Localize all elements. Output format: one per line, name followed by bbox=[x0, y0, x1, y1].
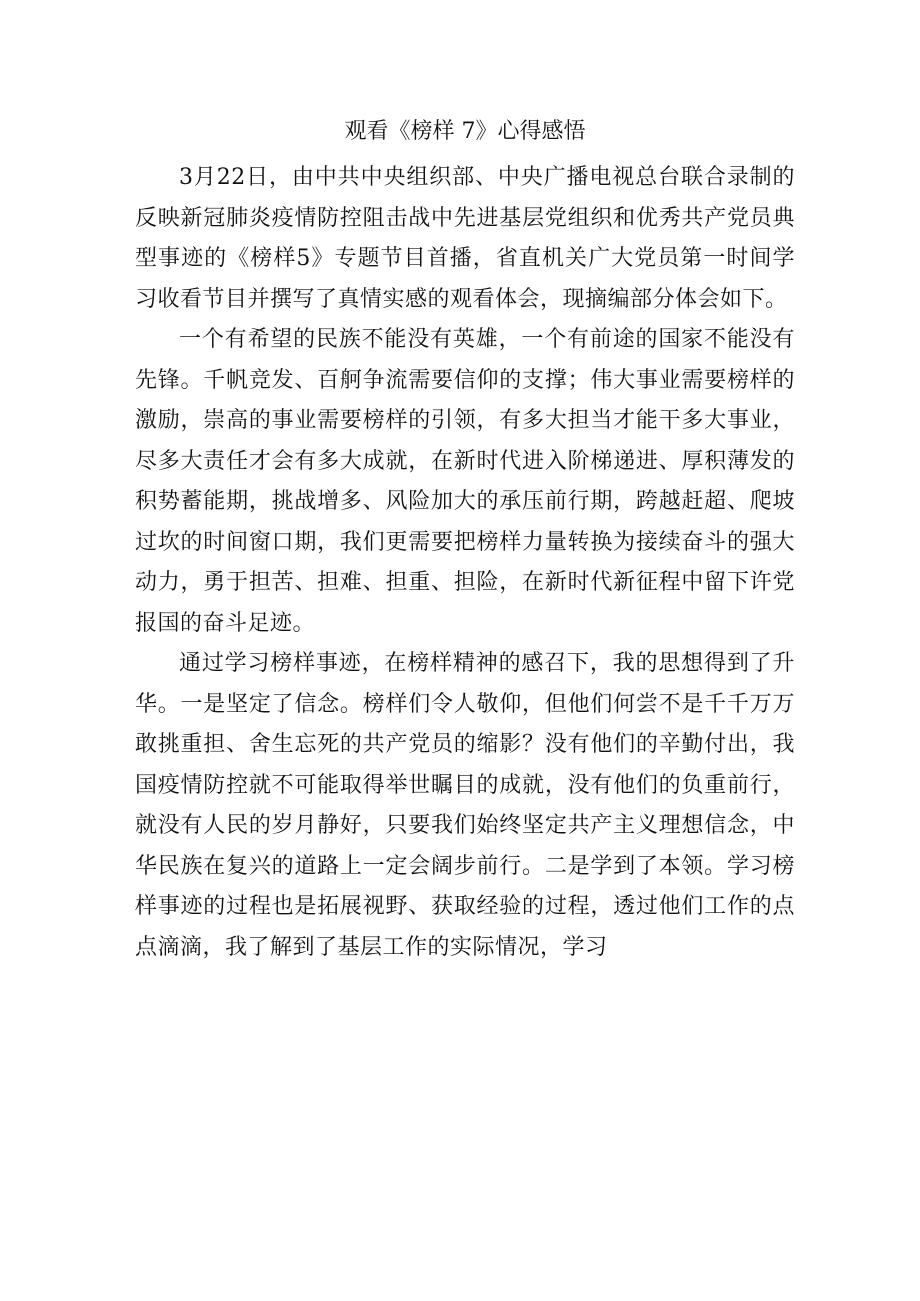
paragraph-intro: 3月22日，由中共中央组织部、中央广播电视总台联合录制的反映新冠肺炎疫情防控阻击战中先进基层党组织和优秀共产党员典型事迹的《榜样5》专题节目首播，省直机关广大党员第一时间学习收看节目并撰写了真情实感的观看体会，现摘编部分体会如下。 bbox=[135, 165, 795, 312]
document-title: 观看《榜样 7》心得感悟 bbox=[344, 119, 586, 144]
paragraph-heroes: 一个有希望的民族不能没有英雄，一个有前途的国家不能没有先锋。千帆竞发、百舸争流需要信仰的支撑；伟大事业需要榜样的激励，崇高的事业需要榜样的引领，有多大担当才能干多大事业，尽多大责任才会有多大成就，在新时代进入阶梯递进、厚积薄发的积势蓄能期，挑战增多、风险加大的承压前行期，跨越赶超、爬坡过坎的时间窗口期，我们更需要把榜样力量转换为接续奋斗的强大动力，勇于担苦、担难、担重、担险，在新时代新征程中留下许党报国的奋斗足迹。 bbox=[135, 327, 795, 636]
paragraph-learning: 通过学习榜样事迹，在榜样精神的感召下，我的思想得到了升华。一是坚定了信念。榜样们令人敬仰，但他们何尝不是千千万万敢挑重担、舍生忘死的共产党员的缩影？没有他们的辛勤付出，我国疫情防控就不可能取得举世瞩目的成就，没有他们的负重前行，就没有人民的岁月静好，只要我们始终坚定共产主义理想信念，中华民族在复兴的道路上一定会阔步前行。二是学到了本领。学习榜样事迹的过程也是拓展视野、获取经验的过程，透过他们工作的点点滴滴，我了解到了基层工作的实际情况，学习 bbox=[135, 651, 795, 960]
document-body bbox=[135, 112, 795, 968]
